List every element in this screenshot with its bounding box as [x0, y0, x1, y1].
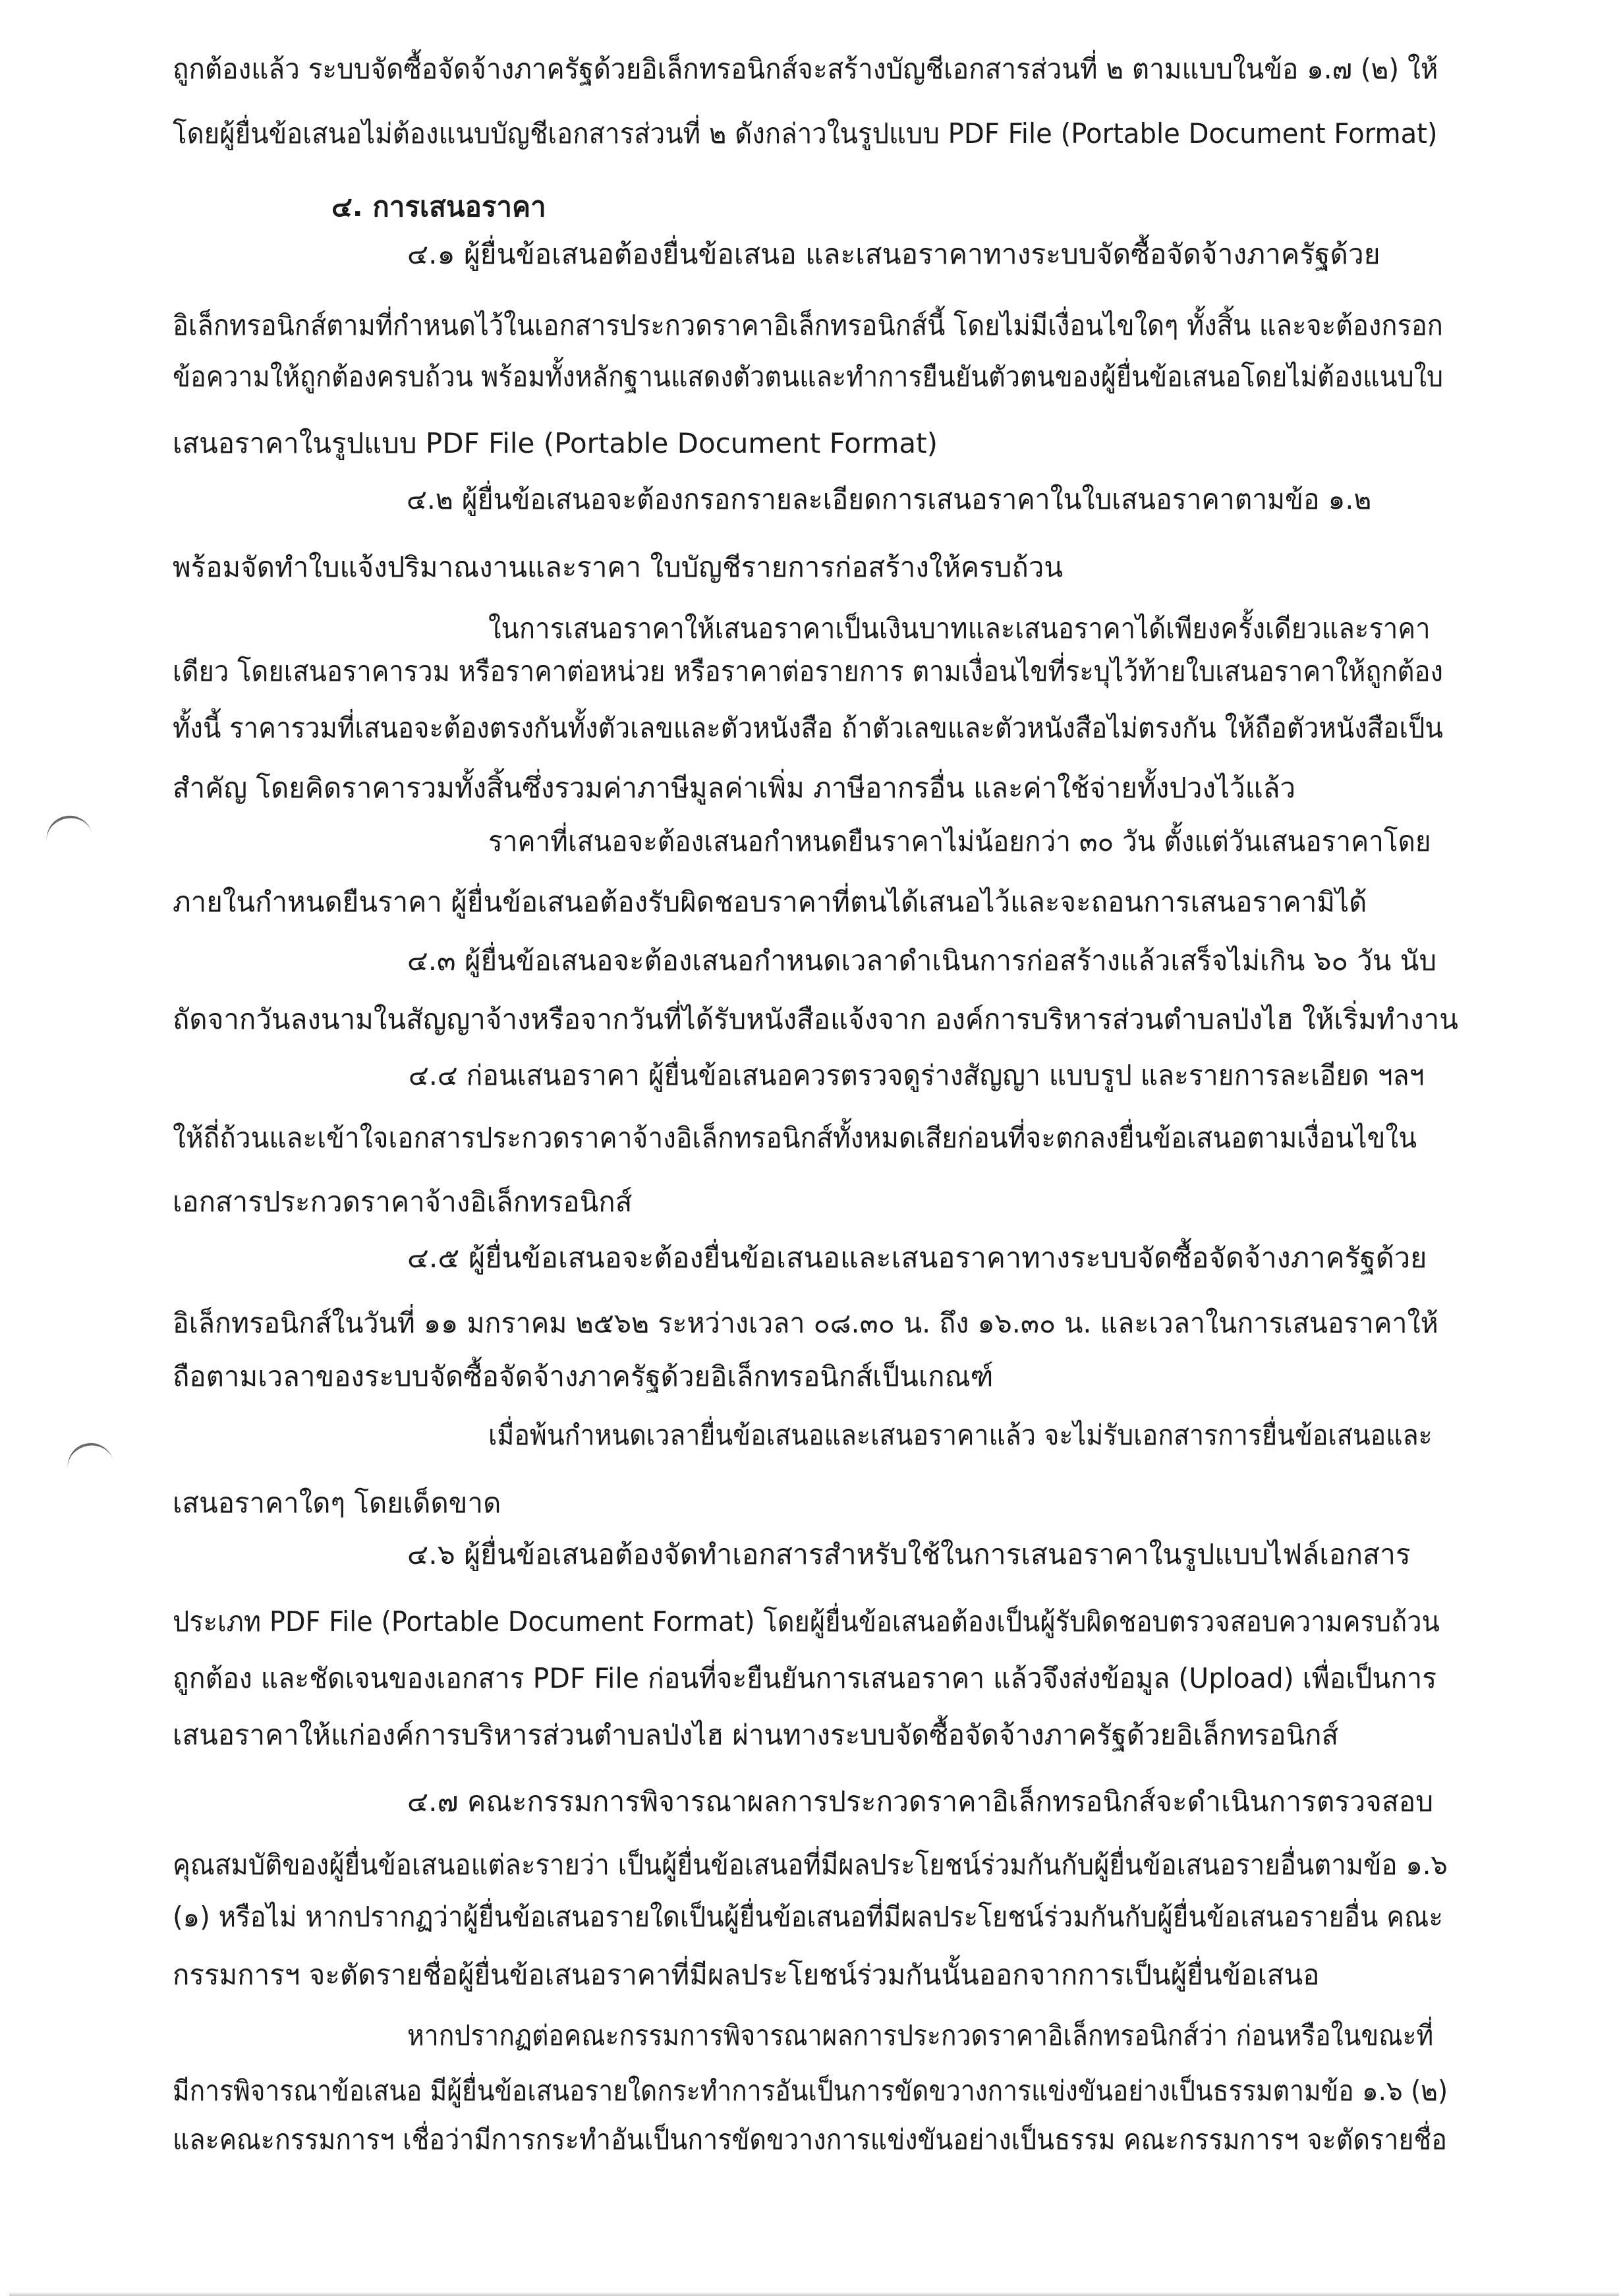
text-line: เสนอราคาให้แก่องค์การบริหารส่วนตำบลป่งไฮ ผ่านทางระบบจัดซื้อจัดจ้างภาครัฐด้วยอิเล็กทรอนิกส์	[173, 1719, 1339, 1751]
text-line: โดยผู้ยื่นข้อเสนอไม่ต้องแนบบัญชีเอกสารส่วนที่ ๒ ดังกล่าวในรูปแบบ PDF File (Portable Document Format)	[173, 117, 1438, 150]
text-line: เสนอราคาในรูปแบบ PDF File (Portable Document Format)	[173, 427, 938, 459]
scan-edge	[9, 2292, 1619, 2296]
text-line: พร้อมจัดทำใบแจ้งปริมาณงานและราคา ใบบัญชีรายการก่อสร้างให้ครบถ้วน	[173, 551, 1064, 583]
text-line: อิเล็กทรอนิกส์ในวันที่ ๑๑ มกราคม ๒๕๖๒ ระหว่างเวลา ๐๘.๓๐ น. ถึง ๑๖.๓๐ น. และเวลาในการเสนอราคาให้	[173, 1307, 1438, 1339]
scan-artifact-mark	[42, 811, 94, 849]
text-line: เอกสารประกวดราคาจ้างอิเล็กทรอนิกส์	[173, 1186, 633, 1218]
text-line: ราคาที่เสนอจะต้องเสนอกำหนดยืนราคาไม่น้อยกว่า ๓๐ วัน ตั้งแต่วันเสนอราคาโดย	[488, 825, 1431, 857]
text-line: เสนอราคาใดๆ โดยเด็ดขาด	[173, 1487, 501, 1519]
text-line: (๑) หรือไม่ หากปรากฏว่าผู้ยื่นข้อเสนอรายใดเป็นผู้ยื่นข้อเสนอที่มีผลประโยชน์ร่วมกันกับผู้ยื่นข้อเสนอรายอื่น คณะ	[173, 1901, 1443, 1933]
text-line: ๔.๕ ผู้ยื่นข้อเสนอจะต้องยื่นข้อเสนอและเสนอราคาทางระบบจัดซื้อจัดจ้างภาครัฐด้วย	[407, 1242, 1427, 1274]
text-line: และคณะกรรมการฯ เชื่อว่ามีการกระทำอันเป็นการขัดขวางการแข่งขันอย่างเป็นธรรม คณะกรรมการฯ จะตัดรายชื่อ	[173, 2123, 1447, 2156]
text-line: สำคัญ โดยคิดราคารวมทั้งสิ้นซึ่งรวมค่าภาษีมูลค่าเพิ่ม ภาษีอากรอื่น และค่าใช้จ่ายทั้งปวงไว้แล้ว	[173, 772, 1296, 804]
text-line: ถูกต้องแล้ว ระบบจัดซื้อจัดจ้างภาครัฐด้วยอิเล็กทรอนิกส์จะสร้างบัญชีเอกสารส่วนที่ ๒ ตามแบบในข้อ ๑.๗ (๒) ให้	[173, 53, 1438, 85]
text-line: มีการพิจารณาข้อเสนอ มีผู้ยื่นข้อเสนอรายใดกระทำการอันเป็นการขัดขวางการแข่งขันอย่างเป็นธรรมตามข้อ ๑.๖ (๒)	[173, 2075, 1448, 2107]
text-line: ในการเสนอราคาให้เสนอราคาเป็นเงินบาทและเสนอราคาได้เพียงครั้งเดียวและราคา	[488, 612, 1431, 645]
section-heading: ๔. การเสนอราคา	[331, 190, 546, 223]
text-line: อิเล็กทรอนิกส์ตามที่กำหนดไว้ในเอกสารประกวดราคาอิเล็กทรอนิกส์นี้ โดยไม่มีเงื่อนไขใดๆ ทั้งสิ้น และจะต้องกรอก	[173, 309, 1443, 341]
text-line: ๔.๑ ผู้ยื่นข้อเสนอต้องยื่นข้อเสนอ และเสนอราคาทางระบบจัดซื้อจัดจ้างภาครัฐด้วย	[407, 238, 1380, 270]
text-line: ทั้งนี้ ราคารวมที่เสนอจะต้องตรงกันทั้งตัวเลขและตัวหนังสือ ถ้าตัวเลขและตัวหนังสือไม่ตรงกัน ให้ถือตัวหนังสือเป็น	[173, 712, 1443, 744]
text-line: ๔.๔ ก่อนเสนอราคา ผู้ยื่นข้อเสนอควรตรวจดูร่างสัญญา แบบรูป และรายการละเอียด ฯลฯ	[409, 1059, 1425, 1091]
text-line: หากปรากฏต่อคณะกรรมการพิจารณาผลการประกวดราคาอิเล็กทรอนิกส์ว่า ก่อนหรือในขณะที่	[407, 2019, 1434, 2052]
text-line: ภายในกำหนดยืนราคา ผู้ยื่นข้อเสนอต้องรับผิดชอบราคาที่ตนได้เสนอไว้และจะถอนการเสนอราคามิได้	[173, 886, 1367, 918]
text-line: กรรมการฯ จะตัดรายชื่อผู้ยื่นข้อเสนอราคาที่มีผลประโยชน์ร่วมกันนั้นออกจากการเป็นผู้ยื่นข้อเสนอ	[173, 1959, 1320, 1991]
text-line: ๔.๖ ผู้ยื่นข้อเสนอต้องจัดทำเอกสารสำหรับใช้ในการเสนอราคาในรูปแบบไฟล์เอกสาร	[407, 1538, 1411, 1570]
text-line: ประเภท PDF File (Portable Document Format) โดยผู้ยื่นข้อเสนอต้องเป็นผู้รับผิดชอบตรวจสอบความครบถ้วน	[173, 1605, 1440, 1638]
text-line: ๔.๓ ผู้ยื่นข้อเสนอจะต้องเสนอกำหนดเวลาดำเนินการก่อสร้างแล้วเสร็จไม่เกิน ๖๐ วัน นับ	[407, 944, 1437, 977]
text-line: ถัดจากวันลงนามในสัญญาจ้างหรือจากวันที่ได้รับหนังสือแจ้งจาก องค์การบริหารส่วนตำบลป่งไฮ ให้เริ่มทำงาน	[173, 1003, 1458, 1035]
text-line: ข้อความให้ถูกต้องครบถ้วน พร้อมทั้งหลักฐานแสดงตัวตนและทำการยืนยันตัวตนของผู้ยื่นข้อเสนอโดยไม่ต้องแนบใบ	[173, 360, 1444, 393]
scan-artifact-mark	[63, 1439, 115, 1477]
text-line: เมื่อพ้นกำหนดเวลายื่นข้อเสนอและเสนอราคาแล้ว จะไม่รับเอกสารการยื่นข้อเสนอและ	[488, 1419, 1433, 1451]
text-line: ๔.๗ คณะกรรมการพิจารณาผลการประกวดราคาอิเล็กทรอนิกส์จะดำเนินการตรวจสอบ	[407, 1785, 1434, 1818]
text-line: เดียว โดยเสนอราคารวม หรือราคาต่อหน่วย หรือราคาต่อรายการ ตามเงื่อนไขที่ระบุไว้ท้ายใบเสนอราคาให้ถูกต้อง	[173, 655, 1443, 687]
text-line: ให้ถี่ถ้วนและเข้าใจเอกสารประกวดราคาจ้างอิเล็กทรอนิกส์ทั้งหมดเสียก่อนที่จะตกลงยื่นข้อเสนอตามเงื่อนไขใน	[173, 1122, 1417, 1154]
text-line: ๔.๒ ผู้ยื่นข้อเสนอจะต้องกรอกรายละเอียดการเสนอราคาในใบเสนอราคาตามข้อ ๑.๒	[407, 483, 1372, 515]
text-line: ถือตามเวลาของระบบจัดซื้อจัดจ้างภาครัฐด้วยอิเล็กทรอนิกส์เป็นเกณฑ์	[173, 1360, 994, 1392]
text-line: ถูกต้อง และชัดเจนของเอกสาร PDF File ก่อนที่จะยืนยันการเสนอราคา แล้วจึงส่งข้อมูล (Upload) เพื่อเป็นการ	[173, 1662, 1437, 1694]
text-line: คุณสมบัติของผู้ยื่นข้อเสนอแต่ละรายว่า เป็นผู้ยื่นข้อเสนอที่มีผลประโยชน์ร่วมกันกับผู้ยื่นข้อเสนอรายอื่นตามข้อ ๑.๖	[173, 1849, 1448, 1881]
